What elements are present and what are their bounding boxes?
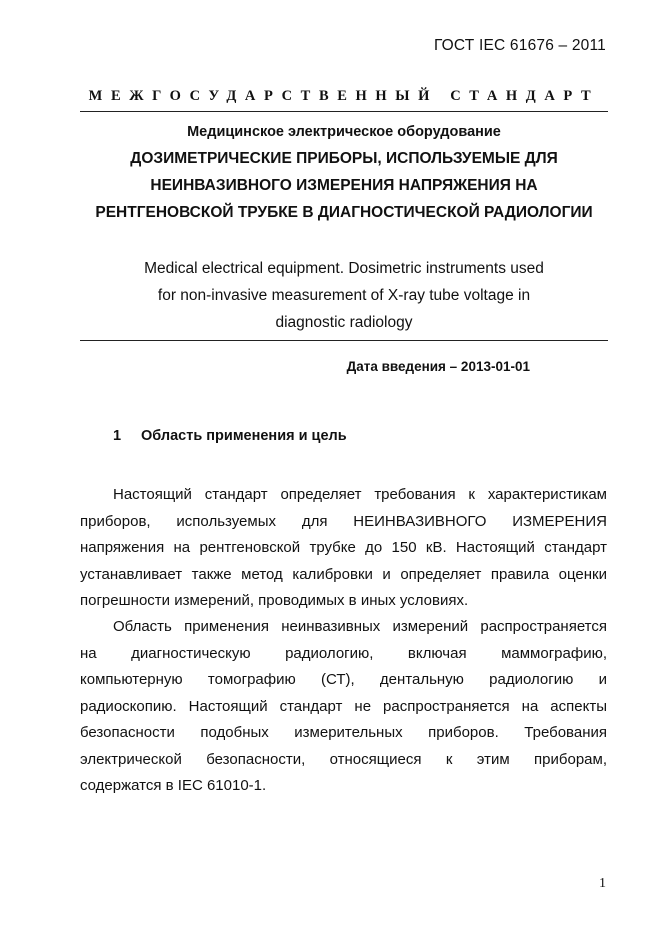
title-main bbox=[80, 145, 608, 226]
introduction-date: Дата введения – 2013-01-01 bbox=[346, 359, 530, 374]
section-heading bbox=[113, 428, 347, 444]
paragraph-line: Область применения неинвазивных измерений распространяется bbox=[113, 618, 607, 635]
page-number: 1 bbox=[599, 876, 606, 891]
section-title: Область применения и цель bbox=[141, 428, 347, 444]
paragraph-line: безопасности подобных измерительных приборов. Требования bbox=[80, 724, 607, 741]
paragraph-line: содержатся в IEC 61010-1. bbox=[80, 777, 267, 794]
title-block bbox=[80, 121, 608, 226]
paragraph-line: Настоящий стандарт определяет требования к характеристикам bbox=[113, 486, 607, 503]
paragraph-line: компьютерную томографию (СТ), дентальную радиологию и bbox=[80, 671, 607, 688]
paragraph-line: на диагностическую радиологию, включая маммографию, bbox=[80, 644, 607, 662]
paragraph-line: электрической безопасности, относящиеся к этим приборам, bbox=[80, 750, 607, 768]
english-title-line: for non-invasive measurement of X-ray tube voltage in bbox=[157, 287, 531, 304]
paragraph-line: погрешности измерений, проводимых в иных условиях. bbox=[80, 592, 469, 609]
bottom-divider bbox=[80, 340, 608, 341]
paragraph-line: радиоскопию. Настоящий стандарт не распространяется на аспекты bbox=[80, 697, 607, 715]
paragraph-line: напряжения на рентгеновской трубке до 150 кВ. Настоящий стандарт bbox=[80, 539, 607, 556]
title-main-line: ДОЗИМЕТРИЧЕСКИЕ ПРИБОРЫ, ИСПОЛЬЗУЕМЫЕ ДЛЯ bbox=[130, 150, 558, 167]
top-divider bbox=[80, 111, 608, 112]
title-subtitle: Медицинское электрическое оборудование bbox=[187, 124, 501, 140]
paragraph-line: устанавливает также метод калибровки и определяет правила оценки bbox=[80, 565, 607, 583]
english-title-line: Medical electrical equipment. Dosimetric instruments used bbox=[144, 260, 544, 277]
paragraph bbox=[80, 614, 607, 800]
interstate-standard-heading: МЕЖГОСУДАРСТВЕННЫЙ СТАНДАРТ bbox=[88, 88, 600, 104]
paragraph-line: приборов, используемых для НЕИНВАЗИВНОГО ИЗМЕРЕНИЯ bbox=[80, 512, 607, 530]
paragraph bbox=[80, 482, 607, 615]
section-number: 1 bbox=[113, 428, 122, 444]
english-title bbox=[80, 255, 608, 336]
gost-number: ГОСТ IEC 61676 – 2011 bbox=[433, 37, 606, 54]
title-main-line: РЕНТГЕНОВСКОЙ ТРУБКЕ В ДИАГНОСТИЧЕСКОЙ РАДИОЛОГИИ bbox=[95, 204, 593, 221]
title-main-line: НЕИНВАЗИВНОГО ИЗМЕРЕНИЯ НАПРЯЖЕНИЯ НА bbox=[150, 177, 538, 194]
english-title-line: diagnostic radiology bbox=[275, 314, 413, 331]
